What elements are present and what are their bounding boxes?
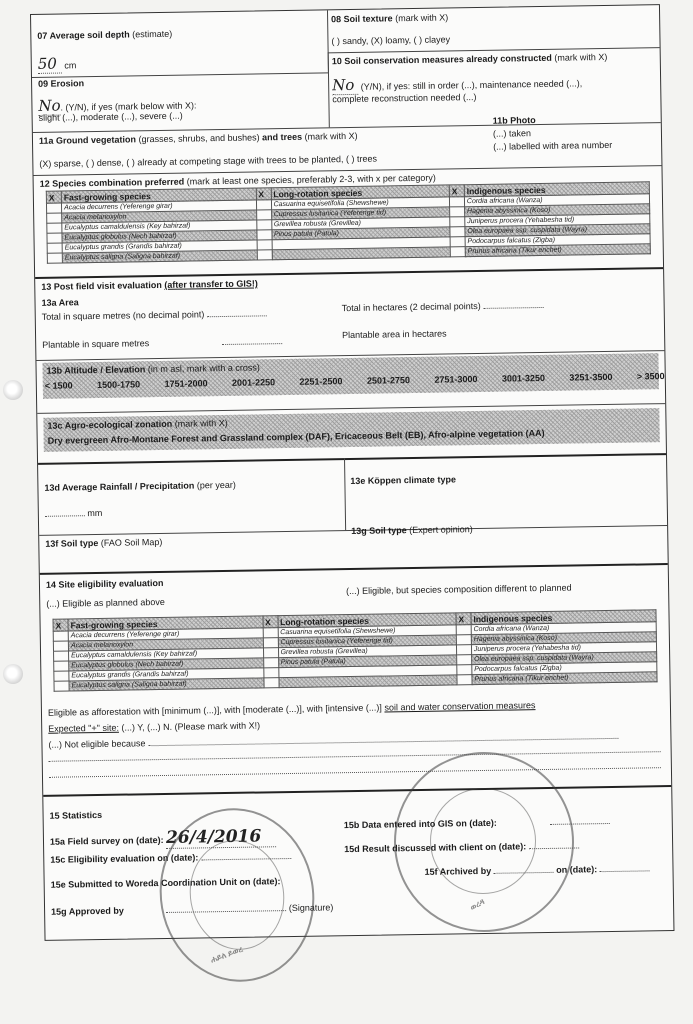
species-long: Cupressus lusitanica (Yeferenge tid)	[278, 635, 456, 648]
s13d-title: 13d Average Rainfall / Precipitation (per year)	[44, 479, 236, 493]
species-long: Pinus patula (Patula)	[278, 655, 456, 668]
species-fast: Acacia melanoxylon	[62, 210, 257, 223]
species-header-x: X	[456, 613, 471, 625]
species-fast: Acacia melanoxylon	[68, 638, 263, 651]
species-checkbox[interactable]	[450, 237, 465, 247]
s15g-approved[interactable]: 15g Approved by (Signature)	[51, 902, 334, 917]
species-checkbox[interactable]	[457, 665, 472, 675]
s13g-title: 13g Soil type (Expert opinion)	[351, 524, 473, 537]
altitude-option[interactable]: > 3500	[636, 371, 665, 382]
species-checkbox[interactable]	[457, 675, 472, 685]
species-fast: Eucalyptus saligna (Saligna bahirzaf)	[69, 678, 264, 691]
s08-title: 08 Soil texture (mark with X)	[331, 12, 449, 25]
species-header-indigenous: Indigenous species	[471, 610, 656, 625]
species-header-long: Long-rotation species	[277, 613, 456, 628]
s14-title: 14 Site eligibility evaluation	[45, 577, 164, 590]
species-checkbox[interactable]	[450, 247, 465, 257]
s13a-total-ha[interactable]: Total in hectares (2 decimal points)	[342, 300, 544, 313]
s09-title: 09 Erosion	[38, 78, 85, 89]
species-fast: Eucalyptus camaldulensis (Key bahirzaf)	[69, 648, 264, 661]
official-stamp-right-inner	[430, 788, 536, 894]
s10-reconstruction[interactable]: complete reconstruction needed (...)	[332, 91, 477, 105]
species-checkbox[interactable]	[257, 240, 272, 250]
altitude-option[interactable]: 1500-1750	[96, 379, 141, 390]
species-checkbox[interactable]	[449, 197, 464, 207]
species-checkbox[interactable]	[450, 227, 465, 237]
species-checkbox[interactable]	[54, 681, 69, 691]
s13b-title: 13b Altitude / Elevation (in m asl, mark with a cross)	[46, 362, 260, 376]
altitude-option[interactable]: 3001-3250	[501, 372, 546, 384]
species-checkbox[interactable]	[46, 203, 61, 213]
altitude-option[interactable]: 2001-2250	[231, 377, 276, 388]
species-indigenous: Prunus africana (Tikur enchet)	[465, 244, 650, 257]
species-fast: Eucalyptus grandis (Grandis bahirzaf)	[69, 668, 264, 681]
s15-title: 15 Statistics	[49, 809, 103, 821]
species-indigenous: Olea europaea ssp. cuspidata (Wayra)	[465, 224, 650, 237]
species-fast: Acacia decurrens (Yeferenge girar)	[61, 200, 256, 213]
species-indigenous: Podocarpus falcatus (Zigba)	[472, 662, 657, 675]
s10-title: 10 Soil conservation measures already constructed (mark with X)	[331, 51, 608, 67]
species-long: Cupressus lusitanica (Yeferenge tid)	[271, 207, 449, 220]
species-checkbox[interactable]	[256, 200, 271, 210]
s15c-eligibility[interactable]: 15c Eligibility evaluation on (date):	[50, 851, 291, 865]
species-checkbox[interactable]	[456, 645, 471, 655]
stamp-text: ሐይለ ይወረ	[209, 944, 244, 965]
punch-hole-bottom	[3, 664, 23, 684]
species-checkbox[interactable]	[263, 678, 278, 688]
species-header-x: X	[256, 188, 271, 200]
species-checkbox[interactable]	[263, 658, 278, 668]
s13f-title: 13f Soil type (FAO Soil Map)	[45, 536, 163, 549]
s14-reason-line[interactable]	[49, 767, 661, 778]
species-checkbox[interactable]	[47, 233, 62, 243]
species-checkbox[interactable]	[456, 635, 471, 645]
species-checkbox[interactable]	[53, 641, 68, 651]
s13a-title: 13a Area	[41, 297, 79, 308]
altitude-option[interactable]: 2751-3000	[434, 374, 478, 385]
species-indigenous: Juniperus procera (Yehabesha tid)	[465, 214, 650, 227]
species-checkbox[interactable]	[263, 638, 278, 648]
species-checkbox[interactable]	[456, 625, 471, 635]
species-long: Casuarina equisetifolia (Shewshewe)	[271, 197, 449, 210]
altitude-option[interactable]: 2251-2500	[299, 376, 343, 387]
s15e-submitted[interactable]: 15e Submitted to Woreda Coordination Unit on (date):	[50, 876, 281, 890]
s15b-gis-entry[interactable]: 15b Data entered into GIS on (date):	[344, 816, 610, 830]
species-checkbox[interactable]	[263, 628, 278, 638]
s13a-plantable-m2[interactable]: Plantable in square metres	[42, 336, 282, 350]
species-fast: Eucalyptus grandis (Grandis bahirzaf)	[62, 240, 257, 253]
species-long: Grevillea robusta (Grevillea)	[278, 645, 456, 658]
species-header-indigenous: Indigenous species	[464, 182, 649, 197]
species-checkbox[interactable]	[263, 648, 278, 658]
species-header-x: X	[53, 619, 68, 631]
s10-conservation-field[interactable]: No (Y/N), if yes: still in order (...), maintenance needed (...),	[332, 75, 583, 95]
species-checkbox[interactable]	[54, 671, 69, 681]
divider	[328, 52, 330, 127]
s11b-labelled[interactable]: (...) labelled with area number	[493, 139, 613, 152]
row-line	[40, 563, 668, 575]
species-indigenous: Hagenia abyssinica (Koso)	[464, 204, 649, 217]
s13c-title: 13c Agro-ecological zonation (mark with X)	[47, 417, 228, 431]
species-indigenous: Cordia africana (Wanza)	[464, 194, 649, 207]
s13e-title: 13e Köppen climate type	[350, 474, 456, 487]
row-line	[43, 785, 671, 797]
s11b-title: 11b Photo	[492, 115, 536, 126]
s09-levels[interactable]: slight (...), moderate (...), severe (...)	[38, 110, 183, 123]
punch-hole-top	[3, 380, 23, 400]
altitude-option[interactable]: 2501-2750	[366, 375, 411, 386]
row-line	[328, 47, 660, 53]
species-table-preferred	[46, 181, 651, 263]
species-long: Casuarina equisetifolia (Shewshewe)	[278, 625, 456, 638]
species-checkbox[interactable]	[47, 253, 62, 263]
species-long: Pinus patula (Patula)	[271, 227, 449, 240]
s07-title: 07 Average soil depth (estimate)	[37, 28, 173, 41]
species-long	[278, 675, 456, 688]
species-header-x: X	[46, 191, 61, 203]
s11a-title: 11a Ground vegetation (grasses, shrubs, and bushes) and trees (mark with X)	[38, 130, 358, 146]
species-checkbox[interactable]	[449, 207, 464, 217]
altitude-option[interactable]: 3251-3500	[569, 371, 613, 383]
s13a-plantable-ha[interactable]: Plantable area in hectares	[342, 328, 447, 341]
species-indigenous: Hagenia abyssinica (Koso)	[471, 632, 656, 645]
s13d-rainfall-field[interactable]: mm	[45, 508, 103, 519]
species-checkbox[interactable]	[47, 213, 62, 223]
species-checkbox[interactable]	[54, 661, 69, 671]
species-checkbox[interactable]	[256, 220, 271, 230]
species-checkbox[interactable]	[256, 230, 271, 240]
s14-expected-site[interactable]: Expected "+" site: (...) Y, (...) N. (Please mark with X!)	[48, 720, 261, 734]
divider	[344, 458, 346, 530]
species-fast: Acacia decurrens (Yeferenge girar)	[68, 628, 263, 641]
species-table-eligible	[53, 609, 658, 691]
species-indigenous: Cordia africana (Wanza)	[471, 622, 656, 635]
species-fast: Eucalyptus globulus (Nech bahirzaf)	[69, 658, 264, 671]
species-header-x: X	[449, 185, 464, 197]
species-checkbox[interactable]	[256, 210, 271, 220]
s08-options[interactable]: ( ) sandy, (X) loamy, ( ) clayey	[331, 34, 451, 47]
species-indigenous: Podocarpus falcatus (Zigba)	[465, 234, 650, 247]
row-line	[35, 267, 663, 279]
species-checkbox[interactable]	[450, 217, 465, 227]
species-indigenous: Prunus africana (Tikur enchet)	[472, 672, 657, 685]
species-fast: Eucalyptus camaldulensis (Key bahirzaf)	[62, 220, 257, 233]
s14-eligible-different[interactable]: (...) Eligible, but species composition different to planned	[346, 582, 572, 597]
species-header-fast: Fast-growing species	[61, 188, 256, 203]
s11a-vegetation-options[interactable]: (X) sparse, ( ) dense, ( ) already at competing stage with trees to be planted, ( ) trees	[39, 153, 378, 169]
s09-erosion-field[interactable]: No. (Y/N), if yes (mark below with X):	[38, 96, 197, 115]
s13c-zone-options[interactable]: Dry evergreen Afro-Montane Forest and Grassland complex (DAF), Ericaceous Belt (EB), Afro-alpine vegetation (AA)	[47, 427, 545, 446]
s13a-total-m2[interactable]: Total in square metres (no decimal point)	[42, 308, 267, 322]
species-indigenous: Olea europaea ssp. cuspidata (Wayra)	[471, 652, 656, 665]
altitude-option[interactable]: < 1500	[44, 380, 73, 391]
s14-not-eligible[interactable]: (...) Not eligible because	[48, 731, 618, 750]
species-fast: Eucalyptus globulus (Nech bahirzaf)	[62, 230, 257, 243]
s15f-archived[interactable]: 15f Archived by on (date):	[424, 863, 649, 877]
s07-depth-field[interactable]: 50 cm	[37, 54, 77, 73]
survey-form-page	[30, 4, 674, 941]
s15d-result-discussed[interactable]: 15d Result discussed with client on (date):	[344, 840, 579, 854]
species-checkbox[interactable]	[47, 243, 62, 253]
row-line	[38, 453, 666, 465]
species-checkbox[interactable]	[47, 223, 62, 233]
s15a-field-survey[interactable]: 15a Field survey on (date): 26/4/2016	[50, 826, 276, 851]
species-header-long: Long-rotation species	[271, 185, 450, 200]
species-long: Grevillea robusta (Grevillea)	[271, 217, 449, 230]
species-header-x: X	[262, 616, 277, 628]
species-checkbox[interactable]	[456, 655, 471, 665]
species-checkbox[interactable]	[263, 668, 278, 678]
species-header-fast: Fast-growing species	[68, 616, 263, 631]
s12-title: 12 Species combination preferred (mark at least one species, preferably 2-3, with x per category)	[39, 172, 436, 189]
species-long	[272, 247, 450, 260]
s13-title: 13 Post field visit evaluation (after transfer to GIS!)	[41, 278, 258, 292]
s14-eligible-planned[interactable]: (...) Eligible as planned above	[46, 596, 165, 609]
species-checkbox[interactable]	[53, 631, 68, 641]
species-indigenous: Juniperus procera (Yehabesha tid)	[471, 642, 656, 655]
altitude-option[interactable]: 1751-2000	[164, 378, 208, 389]
species-checkbox[interactable]	[257, 250, 272, 260]
species-checkbox[interactable]	[54, 651, 69, 661]
s14-reason-line[interactable]	[49, 751, 661, 762]
stamp-text: ወረዳ	[468, 896, 487, 913]
species-fast: Eucalyptus saligna (Saligna bahirzaf)	[62, 250, 257, 263]
s11b-taken[interactable]: (...) taken	[492, 128, 532, 139]
s14-afforestation-level[interactable]: Eligible as afforestation with [minimum (...)], with [moderate (...)], with [intensive (...)] soil and water conservation measures	[47, 700, 536, 718]
